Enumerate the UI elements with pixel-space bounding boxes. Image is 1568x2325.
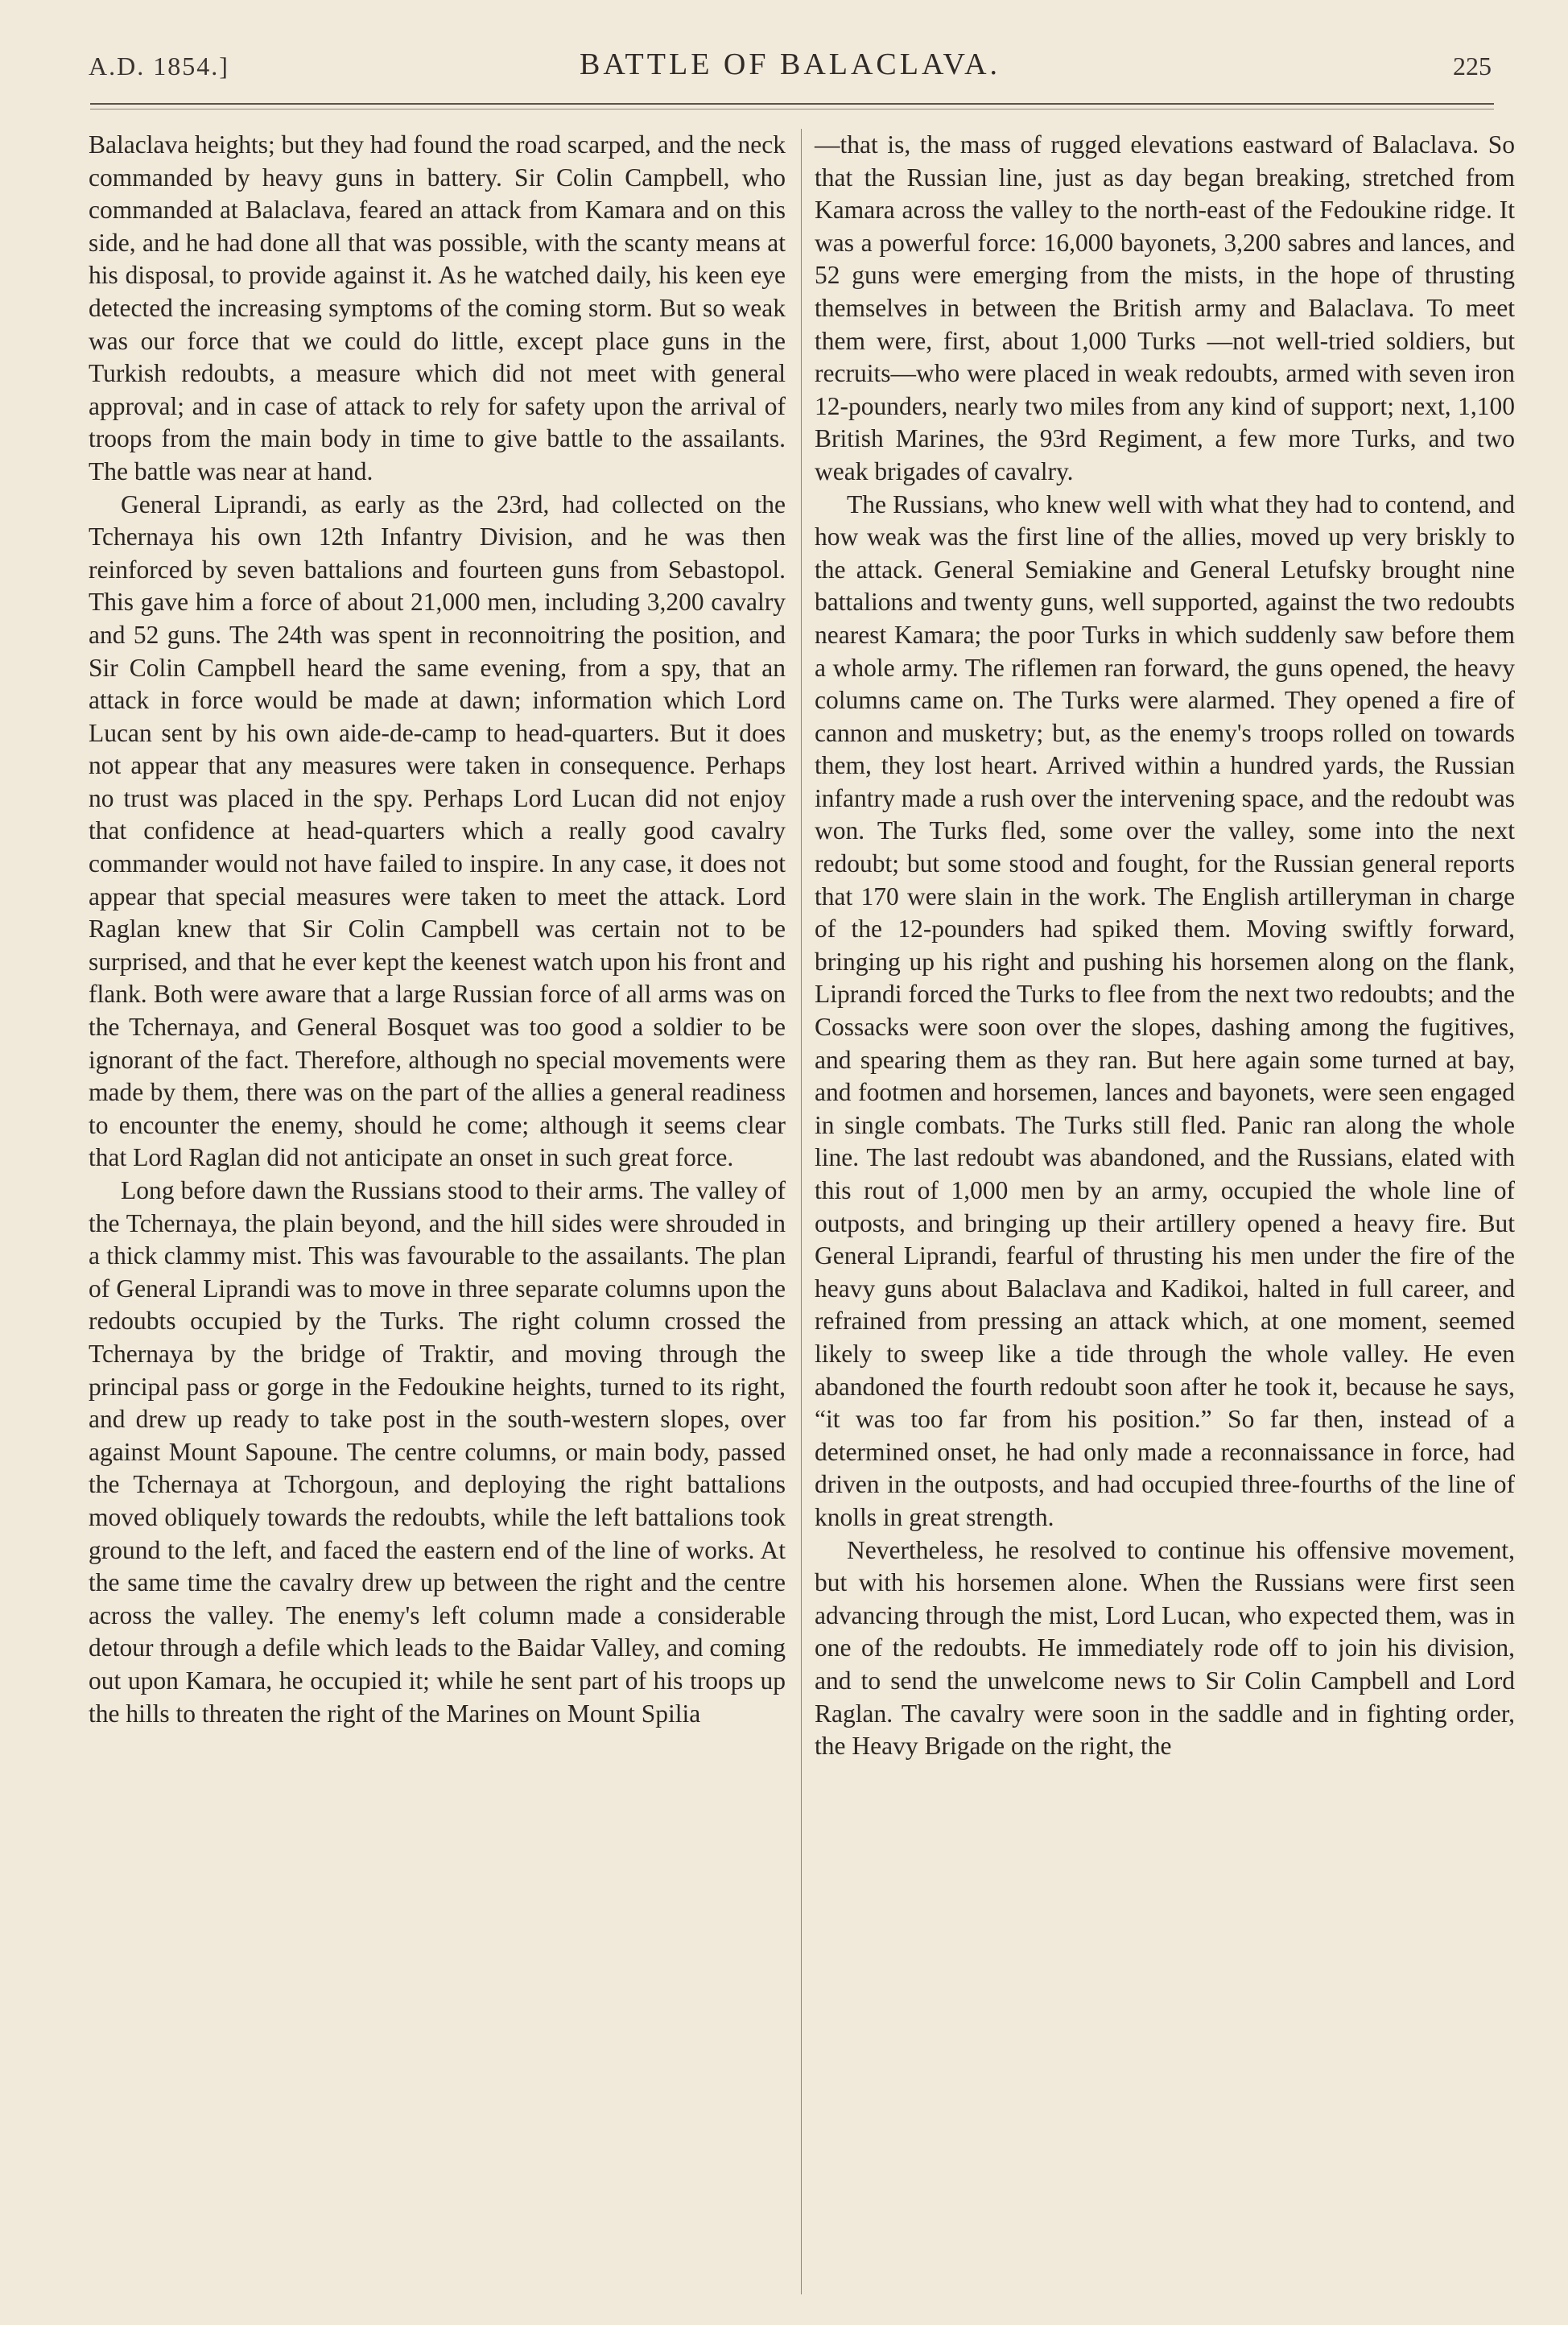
left-column	[89, 129, 786, 1730]
paragraph: General Liprandi, as early as the 23rd, had collected on the Tchernaya his own 12th Infantry Division, and he was then reinforced by seven battalions and fourteen guns from Sebastopol. This gave him a force of about 21,000 men, including 3,200 cavalry and 52 guns. The 24th was spent in reconnoitring the position, and Sir Colin Campbell heard the same evening, from a spy, that an attack in force would be made at dawn; information which Lord Lucan sent by his own aide-de-camp to head-quarters. But it does not appear that any measures were taken in consequence. Perhaps no trust was placed in the spy. Perhaps Lord Lucan did not enjoy that confidence at head-quarters which a really good cavalry commander would not have failed to inspire. In any case, it does not appear that special measures were taken to meet the attack. Lord Raglan knew that Sir Colin Campbell was certain not to be surprised, and that he ever kept the keenest watch upon his front and flank. Both were aware that a large Russian force of all arms was on the Tchernaya, and General Bosquet was too good a soldier to be ignorant of the fact. Therefore, although no special movements were made by them, there was on the part of the allies a general readiness to encounter the enemy, should he come; although it seems clear that Lord Raglan did not anticipate an onset in such great force.	[89, 489, 786, 1172]
paragraph: —that is, the mass of rugged elevations eastward of Balaclava. So that the Russian line, just as day began breaking, stretched from Kamara across the valley to the north-east of the Fedoukine ridge. It was a powerful force: 16,000 bayonets, 3,200 sabres and lances, and 52 guns were emerging from the mists, in the hope of thrusting themselves in between the British army and Balaclava. To meet them were, first, about 1,000 Turks —not well-tried soldiers, but recruits—who were placed in weak redoubts, armed with seven iron 12-pounders, nearly two miles from any kind of support; next, 1,100 British Marines, the 93rd Regiment, a few more Turks, and two weak brigades of cavalry.	[815, 130, 1515, 485]
paragraph: Long before dawn the Russians stood to their arms. The valley of the Tchernaya, the plain beyond, and the hill sides were shrouded in a thick clammy mist. This was favourable to the assailants. The plan of General Liprandi was to move in three separate columns upon the redoubts occupied by the Turks. The right column crossed the Tchernaya by the bridge of Traktir, and moving through the principal pass or gorge in the Fedoukine heights, turned to its right, and drew up ready to take post in the south-western slopes, over against Mount Sapoune. The centre columns, or main body, passed the Tchernaya at Tchorgoun, and deploying the right battalions moved obliquely towards the redoubts, while the left battalions took ground to the left, and faced the eastern end of the line of works. At the same time the cavalry drew up between the right and the centre across the valley. The enemy's left column made a considerable detour through a defile which leads to the Baidar Valley, and coming out upon Kamara, he occupied it; while he sent part of his troops up the hills to threaten the right of the Marines on Mount Spilia	[89, 1176, 786, 1728]
column-divider	[801, 129, 802, 2294]
header-date: A.D. 1854.]	[89, 52, 229, 81]
header-title: BATTLE OF BALACLAVA.	[579, 47, 1001, 81]
header-rule	[90, 103, 1494, 105]
running-header	[89, 47, 1492, 95]
right-column	[815, 129, 1515, 1763]
paragraph: Nevertheless, he resolved to continue his offensive movement, but with his horsemen alone. When the Russians were first seen advancing through the mist, Lord Lucan, who expected them, was in one of the redoubts. He immediately rode off to join his division, and to send the unwelcome news to Sir Colin Campbell and Lord Raglan. The cavalry were soon in the saddle and in fighting order, the Heavy Brigade on the right, the	[815, 1535, 1515, 1761]
page-number: 225	[1453, 52, 1492, 81]
paragraph: Balaclava heights; but they had found the road scarped, and the neck commanded by heavy guns in battery. Sir Colin Campbell, who commanded at Balaclava, feared an attack from Kamara and on this side, and he had done all that was possible, with the scanty means at his disposal, to provide against it. As he watched daily, his keen eye detected the increasing symptoms of the coming storm. But so weak was our force that we could do little, except place guns in the Turkish redoubts, a measure which did not meet with general approval; and in case of attack to rely for safety upon the arrival of troops from the main body in time to give battle to the assailants. The battle was near at hand.	[89, 130, 786, 485]
paragraph: The Russians, who knew well with what they had to contend, and how weak was the first line of the allies, moved up very briskly to the attack. General Semiakine and General Letufsky brought nine battalions and twenty guns, well supported, against the two redoubts nearest Kamara; the poor Turks in which suddenly saw before them a whole army. The riflemen ran forward, the guns opened, the heavy columns came on. The Turks were alarmed. They opened a fire of cannon and musketry; but, as the enemy's troops rolled on towards them, they lost heart. Arrived within a hundred yards, the Russian infantry made a rush over the intervening space, and the redoubt was won. The Turks fled, some over the valley, some into the next redoubt; but some stood and fought, for the Russian general reports that 170 were slain in the work. The English artilleryman in charge of the 12-pounders had spiked them. Moving swiftly forward, bringing up his right and pushing his horsemen along on the flank, Liprandi forced the Turks to flee from the next two redoubts; and the Cossacks were soon over the slopes, dashing among the fugitives, and spearing them as they ran. But here again some turned at bay, and footmen and horsemen, lances and bayonets, were seen engaged in single combats. The Turks still fled. Panic ran along the whole line. The last redoubt was abandoned, and the Russians, elated with this rout of 1,000 men by an army, occupied the whole line of outposts, and bringing up their artillery opened a heavy fire. But General Liprandi, fearful of thrusting his men under the fire of the heavy guns about Balaclava and Kadikoi, halted in full career, and refrained from pressing an attack which, at one moment, seemed likely to sweep like a tide through the whole valley. He even abandoned the fourth redoubt soon after he took it, because he says, “it was too far from his position.” So far then, instead of a determined onset, he had only made a reconnaissance in force, had driven in the outposts, and had occupied three-fourths of the line of knolls in great strength.	[815, 489, 1515, 1531]
